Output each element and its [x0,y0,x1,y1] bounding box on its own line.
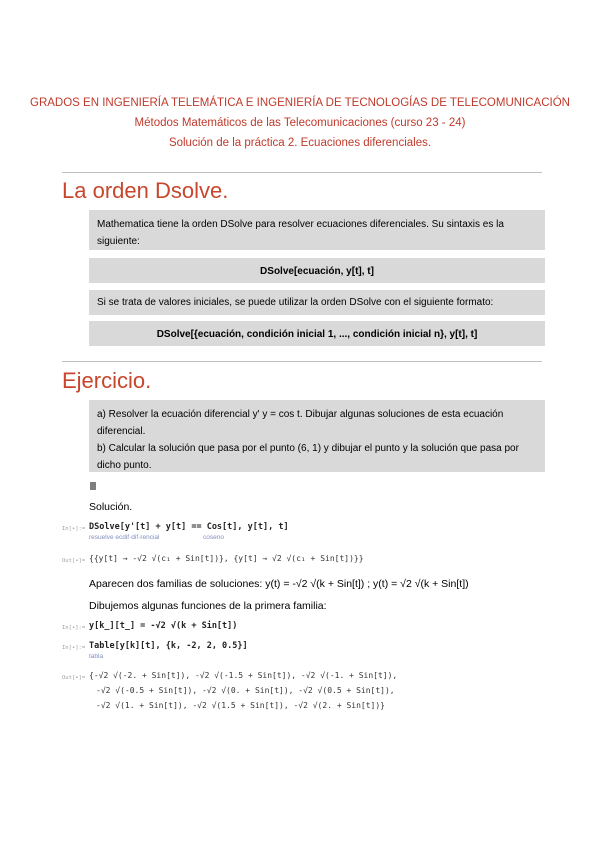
input-label: In[•]:= [62,625,86,631]
syntax-text: DSolve[ecuación, y[t], t] [260,266,374,277]
code-hint: coseno [203,534,224,541]
intro-box [89,210,545,250]
intro-text: Mathematica tiene la orden DSolve para resolver ecuaciones diferenciales. Su sintaxis es la siguiente: [97,219,504,247]
exercise-box [89,400,545,472]
draw-functions-text: Dibujemos algunas funciones de la primera familia: [89,600,327,612]
function-definition-input[interactable]: y[k_][t_] = -√2 √(k + Sin[t]) [89,621,238,631]
output-label: Out[•]= [62,558,86,564]
code-hint: resuelve ecdif·dif·rencial [89,534,160,541]
exercise-part-b: b) Calcular la solución que pasa por el punto (6, 1) y dibujar el punto y la solución que pasa por dicho punto. [97,443,519,471]
initial-values-box [89,290,545,315]
solution-label: Solución. [89,501,133,513]
exercise-part-a: a) Resolver la ecuación diferencial y' y = cos t. Dibujar algunas soluciones de esta ecuación diferencial. [97,409,504,437]
dsolve-input[interactable]: DSolve[y'[t] + y[t] == Cos[t], y[t], t] [89,522,289,532]
input-label: In[•]:= [62,526,86,532]
course-subtitle: Métodos Matemáticos de las Telecomunicaciones (curso 23 - 24) [134,117,466,129]
divider [62,172,542,173]
table-output-line: -√2 √(-0.5 + Sin[t]), -√2 √(0. + Sin[t]), -√2 √(0.5 + Sin[t]), [96,686,395,695]
syntax-box [89,258,545,283]
practice-title: Solución de la práctica 2. Ecuaciones diferenciales. [168,137,432,149]
section-title-dsolve: La orden Dsolve. [62,178,229,203]
initial-values-text: Si se trata de valores iniciales, se puede utilizar la orden DSolve con el siguiente formato: [97,297,494,308]
families-text: Aparecen dos familias de soluciones: y(t) = -√2 √(k + Sin[t]) ; y(t) = √2 √(k + Sin[t]) [89,578,469,590]
divider [62,361,542,362]
syntax-initial-text: DSolve[{ecuación, condición inicial 1, ..., condición inicial n}, y[t], t] [156,329,478,340]
output-label: Out[•]= [62,675,86,681]
section-title-ejercicio: Ejercicio. [62,368,152,393]
code-hint: tabla [89,653,104,660]
input-label: In[•]:= [62,645,86,651]
table-output-line: -√2 √(1. + Sin[t]), -√2 √(1.5 + Sin[t]), -√2 √(2. + Sin[t])} [96,701,385,710]
table-input[interactable]: Table[y[k][t], {k, -2, 2, 0.5}] [89,641,248,651]
collapsed-cell-icon[interactable] [90,482,96,490]
table-output-line: {-√2 √(-2. + Sin[t]), -√2 √(-1.5 + Sin[t]), -√2 √(-1. + Sin[t]), [89,671,398,680]
course-header: GRADOS EN INGENIERÍA TELEMÁTICA E INGENIERÍA DE TECNOLOGÍAS DE TELECOMUNICACIÓN [30,97,570,109]
dsolve-output: {{y[t] → -√2 √(c₁ + Sin[t])}, {y[t] → √2 √(c₁ + Sin[t])}} [89,554,364,563]
syntax-initial-box [89,321,545,346]
